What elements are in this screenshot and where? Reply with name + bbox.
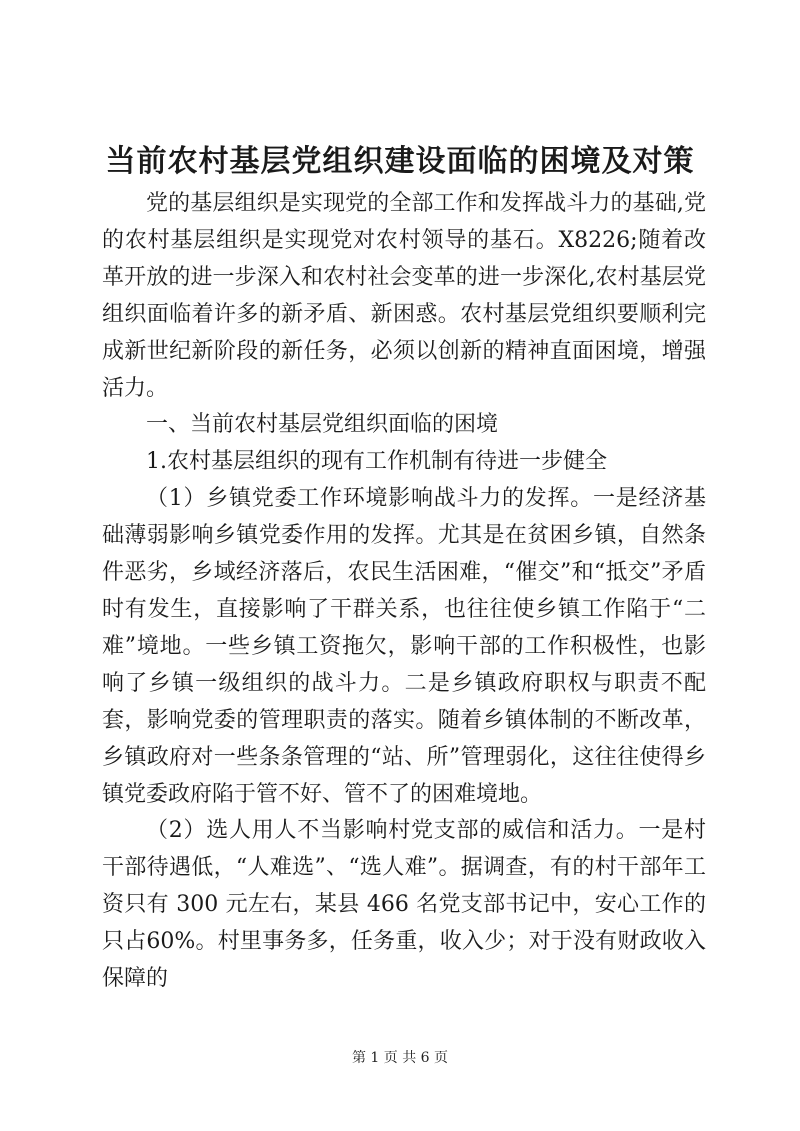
page-number-footer: 第 1 页 共 6 页: [351, 1050, 449, 1066]
intro-paragraph: 党的基层组织是实现党的全部工作和发挥战斗力的基础,党的农村基层组织是实现党对农村领导的基石。X8226;随着改革开放的进一步深入和农村社会变革的进一步深化,农村基层党组织面临着许多的新矛盾、新困惑。农村基层党组织要顺利完成新世纪新阶段的新任务，必须以创新的精神直面困境，增强活力。: [102, 191, 706, 401]
body-paragraph: （1）乡镇党委工作环境影响战斗力的发挥。一是经济基础薄弱影响乡镇党委作用的发挥。尤其是在贫困乡镇，自然条件恶劣，乡域经济落后，农民生活困难，“催交”和“抵交”矛盾时有发生，直接影响了干群关系，也往往使乡镇工作陷于“二难”境地。一些乡镇工资拖欠，影响干部的工作积极性，也影响了乡镇一级组织的战斗力。二是乡镇政府职权与职责不配套，影响党委的管理职责的落实。随着乡镇体制的不断改革，乡镇政府对一些条条管理的“站、所”管理弱化，这往往使得乡镇党委政府陷于管不好、管不了的困难境地。: [102, 486, 706, 807]
document-body: [102, 186, 706, 998]
section-heading: 一、当前农村基层党组织面临的困境: [146, 412, 499, 438]
document-title: 当前农村基层党组织建设面临的困境及对策: [105, 144, 695, 179]
body-paragraph: （2）选人用人不当影响村党支部的威信和活力。一是村干部待遇低，“人难选”、“选人难”。据调查，有的村干部年工资只有 300 元左右，某县 466 名党支部书记中，安心工作的只占60%。村里事务多，任务重，收入少；对于没有财政收入保障的: [102, 818, 706, 992]
subsection-heading: 1.农村基层组织的现有工作机制有待进一步健全: [146, 449, 607, 475]
